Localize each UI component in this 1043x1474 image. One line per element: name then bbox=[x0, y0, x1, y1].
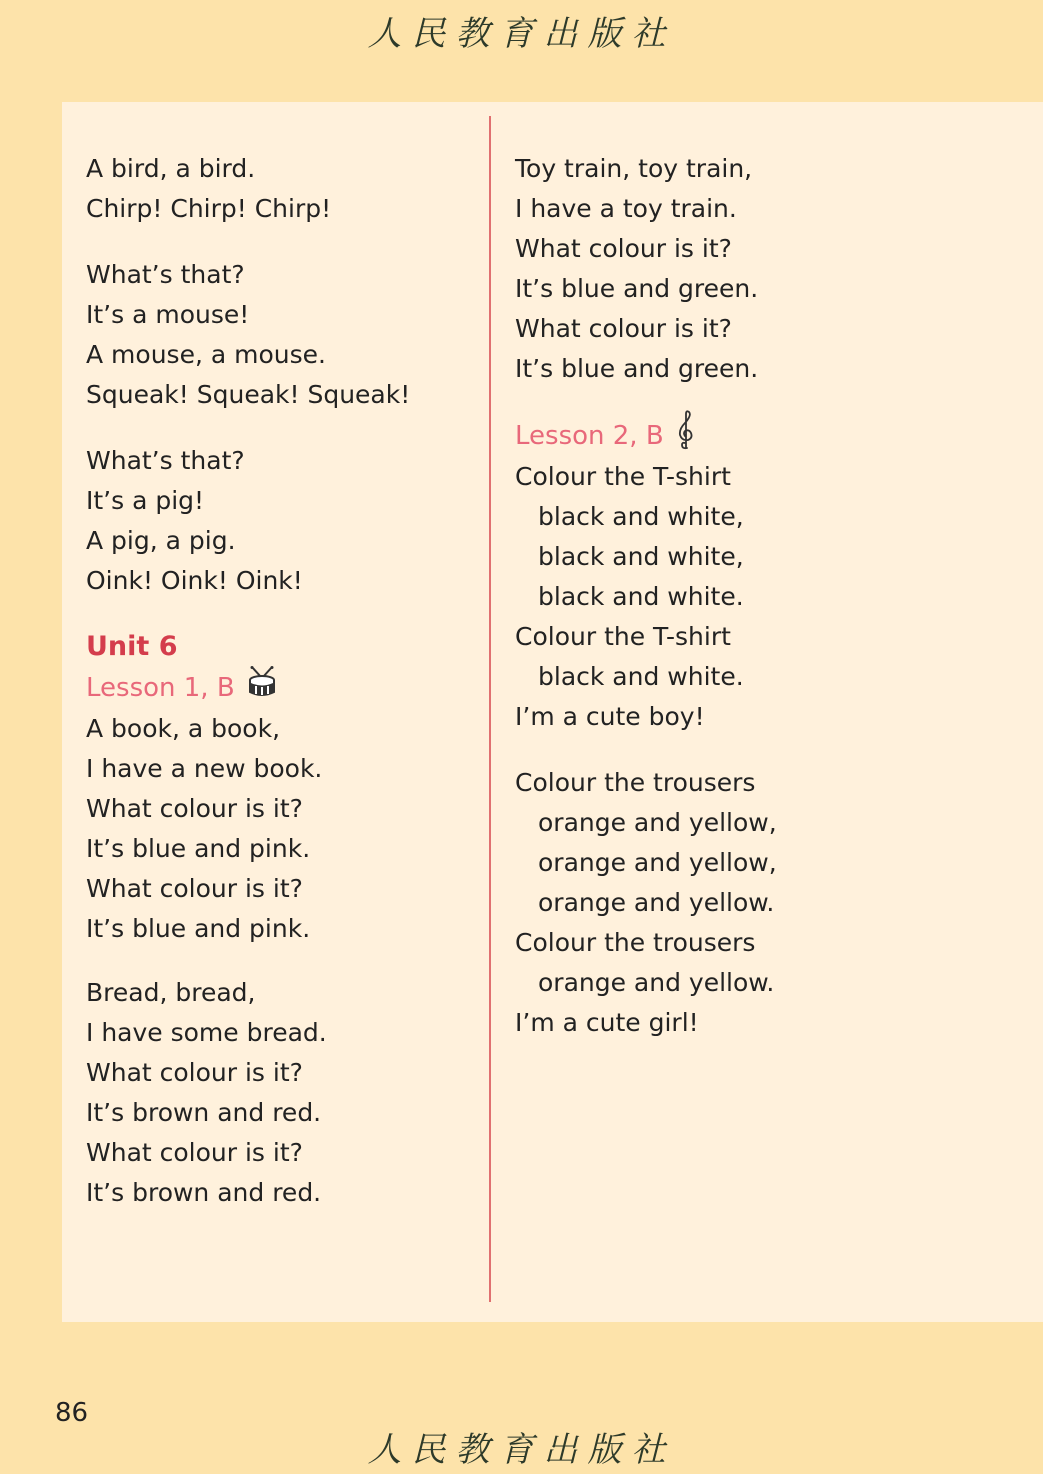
text-line: black and white. bbox=[538, 582, 744, 611]
text-line: A mouse, a mouse. bbox=[86, 340, 326, 369]
drum-icon bbox=[247, 666, 277, 711]
text-line: Colour the T-shirt bbox=[515, 622, 731, 651]
text-line: What’s that? bbox=[86, 260, 245, 289]
text-line: It’s brown and red. bbox=[86, 1178, 322, 1207]
text-line: It’s blue and pink. bbox=[86, 914, 311, 943]
text-line: orange and yellow. bbox=[538, 888, 775, 917]
text-line: What’s that? bbox=[86, 446, 245, 475]
publisher-logo-top: 人民教育出版社 bbox=[367, 14, 676, 54]
text-line: A book, a book, bbox=[86, 714, 281, 743]
treble-clef-icon bbox=[676, 410, 696, 463]
text-line: What colour is it? bbox=[86, 1138, 303, 1167]
text-line: A pig, a pig. bbox=[86, 526, 236, 555]
text-line: What colour is it? bbox=[86, 1058, 303, 1087]
lesson-title: Lesson 1, B bbox=[86, 673, 235, 703]
text-line: I have some bread. bbox=[86, 1018, 327, 1047]
text-line: Chirp! Chirp! Chirp! bbox=[86, 194, 332, 223]
text-line: I’m a cute girl! bbox=[515, 1008, 699, 1037]
text-line: Colour the T-shirt bbox=[515, 462, 731, 491]
text-line: orange and yellow, bbox=[538, 808, 777, 837]
text-line: Colour the trousers bbox=[515, 768, 756, 797]
text-line: What colour is it? bbox=[515, 314, 732, 343]
lesson-heading bbox=[515, 415, 777, 457]
text-line: What colour is it? bbox=[86, 794, 303, 823]
text-line: A bird, a bird. bbox=[86, 154, 256, 183]
text-line: Squeak! Squeak! Squeak! bbox=[86, 380, 411, 409]
unit-title: Unit 6 bbox=[86, 631, 178, 662]
text-line: Oink! Oink! Oink! bbox=[86, 566, 303, 595]
publisher-logo-bottom: 人民教育出版社 bbox=[367, 1430, 676, 1470]
column-divider bbox=[489, 116, 491, 1302]
text-line: It’s blue and green. bbox=[515, 354, 759, 383]
page-number: 86 bbox=[55, 1398, 89, 1428]
text-line: black and white, bbox=[538, 502, 744, 531]
text-line: Toy train, toy train, bbox=[515, 154, 753, 183]
text-line: What colour is it? bbox=[515, 234, 732, 263]
text-line: It’s a mouse! bbox=[86, 300, 250, 329]
text-line: It’s blue and green. bbox=[515, 274, 759, 303]
text-line: I’m a cute boy! bbox=[515, 702, 705, 731]
text-line: It’s a pig! bbox=[86, 486, 205, 515]
text-line: orange and yellow, bbox=[538, 848, 777, 877]
text-line: It’s brown and red. bbox=[86, 1098, 322, 1127]
text-line: orange and yellow. bbox=[538, 968, 775, 997]
lesson-heading bbox=[86, 667, 410, 709]
text-line: I have a new book. bbox=[86, 754, 323, 783]
text-line: I have a toy train. bbox=[515, 194, 737, 223]
text-line: black and white. bbox=[538, 662, 744, 691]
text-line: black and white, bbox=[538, 542, 744, 571]
lesson-title: Lesson 2, B bbox=[515, 421, 664, 451]
text-line: Bread, bread, bbox=[86, 978, 256, 1007]
text-line: It’s blue and pink. bbox=[86, 834, 311, 863]
right-column bbox=[515, 149, 777, 1043]
left-column bbox=[86, 149, 410, 1213]
text-line: Colour the trousers bbox=[515, 928, 756, 957]
text-line: What colour is it? bbox=[86, 874, 303, 903]
